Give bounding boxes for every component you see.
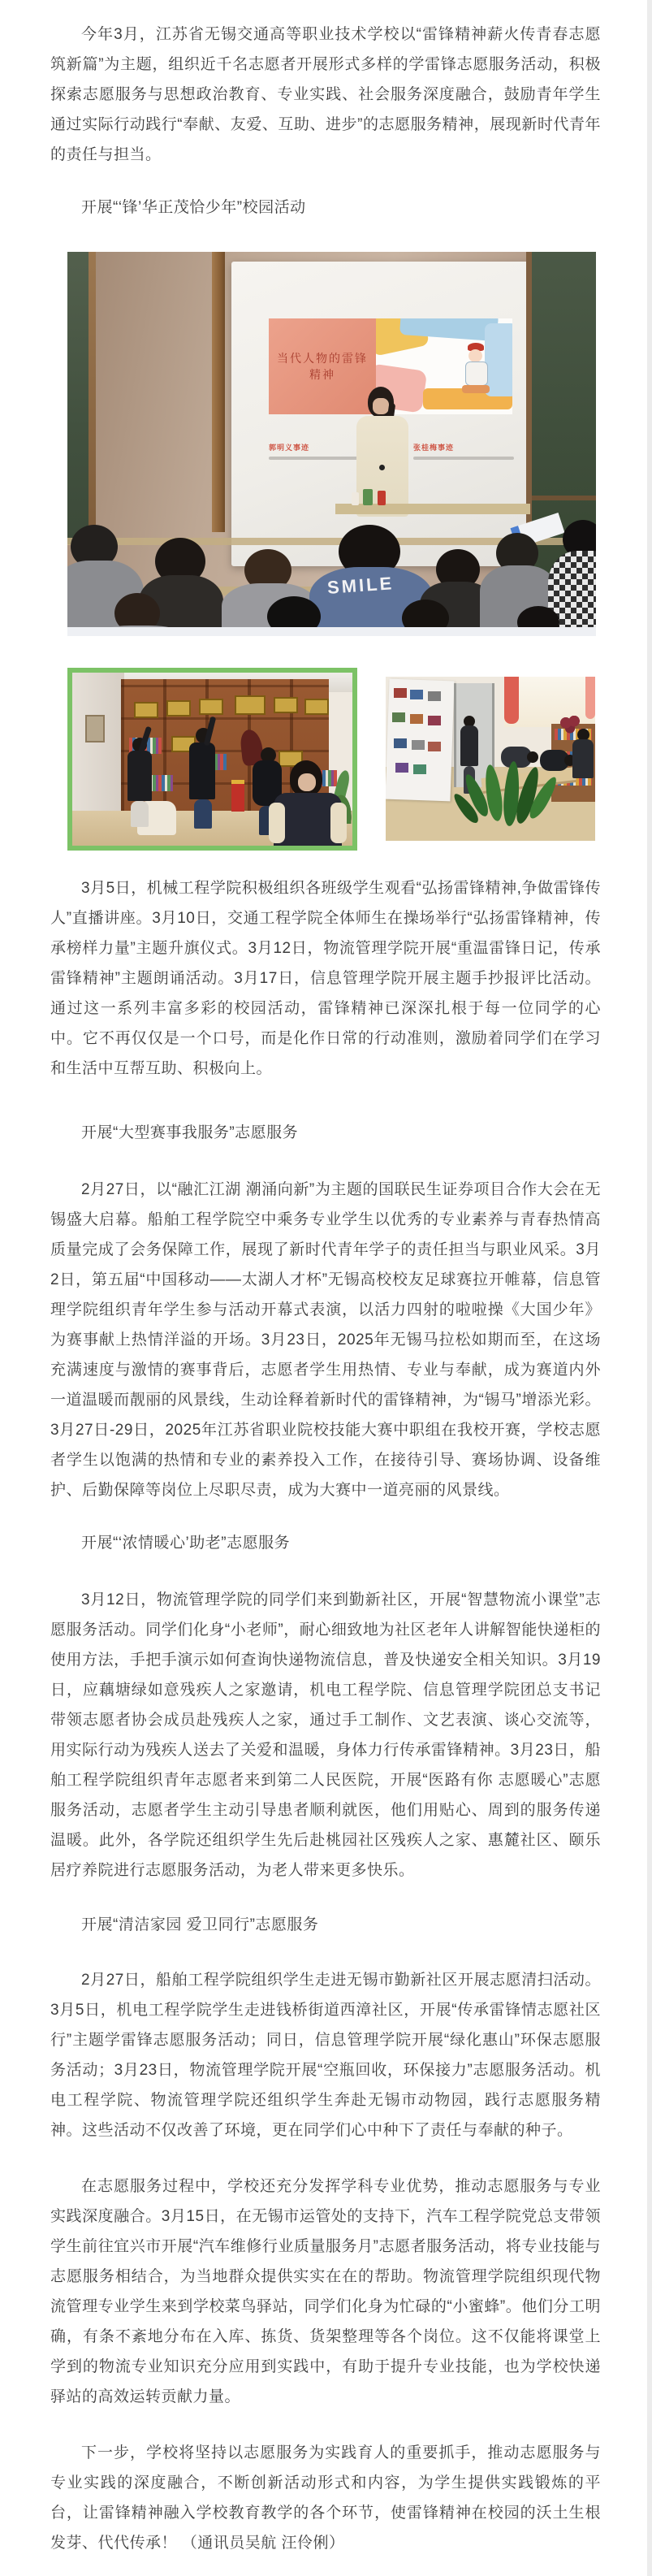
presenter-watch	[379, 465, 385, 470]
wall-photo	[428, 691, 441, 701]
scrollbar-track[interactable]	[647, 0, 652, 2576]
section-heading-cleanup: 开展“清洁家园 爱卫同行”志愿服务	[81, 1916, 319, 1933]
section-heading-elderly: 开展“‘浓情暖心’助老”志愿服务	[81, 1535, 291, 1552]
wall-photo	[412, 740, 425, 750]
wall-photo	[410, 714, 423, 724]
award-plaque	[166, 700, 191, 717]
wall-photo	[428, 716, 441, 725]
slide-title-block: 当代人物的雷锋精神	[269, 318, 376, 414]
wall-photo	[410, 690, 423, 699]
red-calendar	[231, 780, 244, 812]
award-plaque	[199, 699, 223, 715]
desk-bottle	[352, 492, 359, 505]
presenter-face	[373, 398, 389, 414]
desk-cup	[378, 491, 386, 505]
section-heading-events: 开展“大型赛事我服务”志愿服务	[81, 1124, 299, 1141]
chalkboard-left-frame	[89, 252, 96, 544]
photo-trophy-room[interactable]	[67, 668, 357, 851]
photo-bottom-strip	[67, 627, 596, 636]
wall-photo	[394, 688, 407, 698]
paragraph-intro: 今年3月，江苏省无锡交通高等职业技术学校以“雷锋精神薪火传青春志愿筑新篇”为主题，组织近千名志愿者开展形式多样的学雷锋志愿服务活动，积极探索志愿服务与思想政治教育、专业实践、社会服务深度融合，鼓励青年学生通过实际行动践行“奉献、友爱、互助、进步”的志愿服务精神，展现新时代青年的责任与担当。	[50, 26, 601, 163]
slide-label-1: 郭明义事迹	[269, 444, 310, 452]
student-figure	[571, 729, 595, 802]
slide-caption-bar	[413, 457, 514, 460]
paragraph-cleanup-service: 2月27日，船舶工程学院组织学生走进无锡市勤新社区开展志愿清扫活动。3月5日，机电工程学院学生走进钱桥街道西漳社区，开展“传承雷锋情志愿社区行”主题学雷锋志愿服务活动；同日，信息管理学院开展“绿化惠山”环保志愿服务活动；3月23日，物流管理学院开展“空瓶回收，环保接力”志愿服务活动。机电工程学院、物流管理学院还组织学生奔赴无锡市动物园，践行志愿服务精神。这些活动不仅改善了环境，更在同学们心中种下了责任与奉献的种子。	[50, 1972, 601, 2139]
slide-caption-bar	[269, 457, 365, 460]
cartoon-cart	[462, 385, 490, 393]
chalk-tray	[532, 496, 596, 500]
award-plaque	[274, 697, 298, 713]
cartoon-boy	[462, 343, 490, 400]
wall-photo	[395, 763, 408, 773]
award-plaque	[134, 702, 158, 718]
volunteer-figure	[123, 730, 155, 827]
wall-photo	[394, 738, 407, 748]
article-body	[50, 0, 601, 2558]
curtain	[585, 677, 595, 719]
volunteer-figure-foreground	[269, 760, 347, 846]
wall-photo	[392, 712, 405, 722]
award-plaque	[304, 699, 329, 715]
section-heading-campus: 开展“‘锋’华正茂恰少年”校园活动	[81, 199, 306, 216]
paragraph-professional-service: 在志愿服务过程中，学校还充分发挥学科专业优势，推动志愿服务与专业实践深度融合。3月15日，在无锡市运管处的支持下，汽车工程学院党总支带领学生前往宜兴市开展“汽车维修行业质量服务月”志愿者服务活动，将专业技能与志愿服务相结合，为当地群众提供实实在在的帮助。物流管理学院组织现代物流管理专业学生来到学校菜鸟驿站，同学们化身为忙碌的“小蜜蜂”。他们分工明确，有条不紊地分布在入库、拣货、货架整理等各个岗位。这不仅能将课堂上学到的物流专业知识充分应用到实践中，有助于提升专业技能，也为学校快递驿站的高效运转贡献力量。	[50, 2178, 601, 2405]
photo-row	[67, 668, 601, 851]
chalkboard-left	[67, 252, 89, 544]
photo-classroom-lecture[interactable]	[67, 252, 596, 636]
desk-carton	[363, 489, 373, 505]
jacket-smile-text: SMILE	[326, 573, 395, 598]
award-plaque	[235, 695, 266, 715]
wall-picture	[85, 715, 105, 742]
wall-photo	[413, 764, 426, 774]
photo-corridor-wrap	[386, 677, 595, 849]
slide-label-2: 张桂梅事迹	[413, 444, 455, 452]
paragraph-campus-activities: 3月5日，机械工程学院积极组织各班级学生观看“弘扬雷锋精神,争做雷锋传人”直播讲座。3月10日，交通工程学院全体师生在操场举行“弘扬雷锋精神，传承榜样力量”主题升旗仪式。3月12日，物流管理学院开展“重温雷锋日记，传承雷锋精神”主题朗诵活动。3月17日，信息管理学院开展主题手抄报评比活动。通过这一系列丰富多彩的校园活动，雷锋精神已深深扎根于每一位同学的心中。它不再仅仅是一个口号，而是化作日常的行动准则，激励着同学们在学习和生活中互帮互助、积极向上。	[50, 880, 601, 1077]
cartoon-face	[468, 349, 482, 362]
photo-corridor[interactable]	[386, 677, 595, 841]
paragraph-event-service: 2月27日，以“融汇江湖 潮涌向新”为主题的国联民生证券项目合作大会在无锡盛大启幕。船舶工程学院空中乘务专业学生以优秀的专业素养与青春热情高质量完成了会务保障工作，展现了新时代青年学子的责任担当与职业风采。3月2日，第五届“中国移动——太湖人才杯”无锡高校校友足球赛拉开帷幕，信息管理学院组织青年学生参与活动开幕式表演，以活力四射的啦啦操《大国少年》为赛事献上热情洋溢的开场。3月23日，2025年无锡马拉松如期而至，在这场充满速度与激情的赛事背后，志愿者学生用热情、专业与奉献，成为赛道内外一道温暖而靓丽的风景线，生动诠释着新时代的雷锋精神，为“锡马”增添光彩。3月27日-29日，2025年江苏省职业院校技能大赛中职组在我校开赛，学校志愿者学生以饱满的热情和专业的素养投入工作，在接待引导、赛场协调、设备维护、后勤保障等岗位上尽职尽责，成为大赛中一道亮丽的风景线。	[50, 1181, 601, 1499]
curtain	[504, 677, 519, 724]
cartoon-body	[465, 362, 488, 386]
paragraph-conclusion: 下一步，学校将坚持以志愿服务为实践育人的重要抓手，推动志愿服务与专业实践的深度融合，不断创新活动形式和内容，为学生提供实践锻炼的平台，让雷锋精神融入学校教育教学的各个环节，使雷锋精神在校园的沃土生根发芽、代代传承！ （通讯员吴航 汪伶俐）	[50, 2444, 601, 2552]
wall-wood-frame	[212, 252, 225, 532]
paragraph-elderly-service: 3月12日，物流管理学院的同学们来到勤新社区，开展“智慧物流小课堂”志愿服务活动。同学们化身“小老师”，耐心细致地为社区老年人讲解智能快递柜的使用方法，手把手演示如何查询快递物流信息，普及快递安全相关知识。3月19日，应藕塘绿如意残疾人之家邀请，机电工程学院、信息管理学院团总支书记带领志愿者协会成员赴残疾人之家，通过手工制作、文艺表演、谈心交流等，用实际行动为残疾人送去了关爱和温暖，身体力行传承雷锋精神。3月23日，船舶工程学院组织青年志愿者来到第二人民医院，开展“医路有你 志愿暖心”志愿服务活动，志愿者学生主动引导患者顺利就医，他们用贴心、周到的服务传递温暖。此外，各学院还组织学生先后赴桃园社区残疾人之家、惠麓社区、颐乐居疗养院进行志愿服务活动，为老人带来更多快乐。	[50, 1591, 601, 1879]
wall-photo	[428, 742, 441, 751]
volunteer-figure	[184, 721, 220, 831]
